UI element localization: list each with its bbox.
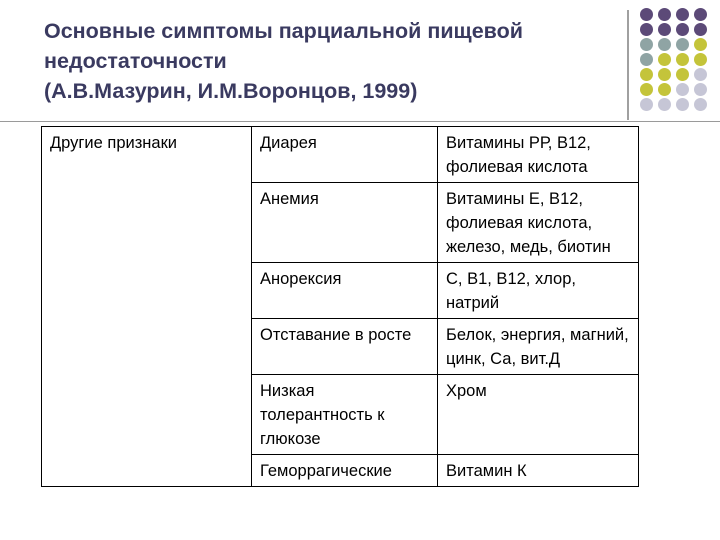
- decor-dot: [640, 38, 653, 51]
- decor-dot: [694, 38, 707, 51]
- slide-title: [44, 16, 624, 106]
- deficiency-cell: Витамин К: [438, 455, 639, 487]
- symptom-cell: Анемия: [252, 183, 438, 263]
- deficiency-cell: Белок, энергия, магний, цинк, Са, вит.Д: [438, 319, 639, 375]
- deficiency-cell: Витамины Е, В12, фолиевая кислота, железо, медь, биотин: [438, 183, 639, 263]
- decor-dot: [658, 68, 671, 81]
- table-row: [42, 127, 639, 183]
- decor-dot: [640, 23, 653, 36]
- decor-dot: [694, 98, 707, 111]
- symptom-cell: Диарея: [252, 127, 438, 183]
- title-divider-horizontal: [0, 121, 720, 122]
- decor-dot: [640, 98, 653, 111]
- title-line-3: (А.В.Мазурин, И.М.Воронцов, 1999): [44, 79, 418, 103]
- dot-grid-icon: [640, 8, 720, 118]
- group-label-cell: Другие признаки: [42, 127, 252, 487]
- decor-dot: [676, 53, 689, 66]
- decor-dot: [658, 53, 671, 66]
- title-divider-vertical: [627, 10, 629, 120]
- decor-dot: [694, 53, 707, 66]
- symptom-cell: Геморрагические: [252, 455, 438, 487]
- decor-dot: [658, 98, 671, 111]
- decor-dot: [694, 83, 707, 96]
- deficiency-cell: Хром: [438, 375, 639, 455]
- decor-dot: [676, 8, 689, 21]
- decor-dot: [676, 83, 689, 96]
- decor-dot: [694, 68, 707, 81]
- decor-dot: [640, 68, 653, 81]
- decor-dot: [676, 38, 689, 51]
- decor-dot: [658, 83, 671, 96]
- symptom-cell: Отставание в росте: [252, 319, 438, 375]
- symptom-cell: Низкая толерантность к глюкозе: [252, 375, 438, 455]
- decor-dot: [640, 8, 653, 21]
- decor-dot: [658, 8, 671, 21]
- symptoms-table: [41, 126, 639, 487]
- decor-dot: [640, 53, 653, 66]
- symptom-cell: Анорексия: [252, 263, 438, 319]
- decor-dot: [676, 23, 689, 36]
- decor-dot: [694, 8, 707, 21]
- title-line-2: недостаточности: [44, 49, 227, 73]
- decor-dot: [658, 23, 671, 36]
- decor-dot: [640, 83, 653, 96]
- deficiency-cell: Витамины РР, В12, фолиевая кислота: [438, 127, 639, 183]
- decor-dot: [694, 23, 707, 36]
- decor-dot: [676, 98, 689, 111]
- decor-dot: [676, 68, 689, 81]
- title-line-1: Основные симптомы парциальной пищевой: [44, 19, 523, 43]
- decor-dot: [658, 38, 671, 51]
- deficiency-cell: С, В1, В12, хлор, натрий: [438, 263, 639, 319]
